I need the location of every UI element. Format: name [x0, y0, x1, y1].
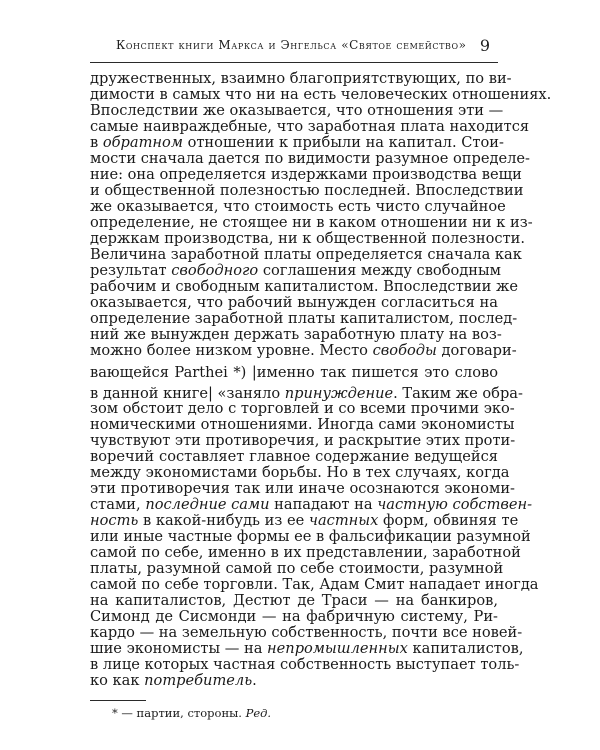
- text-line: [90, 464, 510, 481]
- text-run: на капиталистов, Дестют де Траси — на банкиров,: [90, 592, 498, 609]
- text-run: же оказывается, что стоимость есть чисто случайное: [90, 198, 506, 215]
- text-line: [90, 656, 520, 673]
- body-text: [90, 70, 552, 689]
- italic-run: свободы: [372, 342, 437, 359]
- text-line: [90, 528, 531, 545]
- text-run: кардо — на земельную собственность, почти все новей-: [90, 624, 523, 641]
- italic-run: частных: [308, 512, 379, 529]
- text-line: [90, 496, 533, 513]
- text-line: [90, 673, 498, 689]
- text-line: [90, 198, 506, 215]
- text-line: [90, 416, 515, 433]
- text-run: результат: [90, 262, 172, 279]
- text-run: номическими отношениями. Иногда сами экономисты: [90, 416, 515, 433]
- italic-run: непромышленных: [267, 640, 408, 657]
- text-run: договари-: [436, 342, 517, 359]
- text-line: [90, 609, 498, 625]
- header-rule: [90, 62, 498, 63]
- text-run: определение заработной платы капиталистом, послед-: [90, 310, 518, 327]
- text-line: [90, 560, 504, 577]
- text-run: в лице которых частная собственность выступает толь-: [90, 656, 520, 673]
- text-run: платы, разумной самой по себе стоимости, разумной: [90, 560, 504, 577]
- text-line: [90, 70, 512, 87]
- running-header: [116, 36, 490, 58]
- text-run: Симонд де Сисмонди — на фабричную систему, Ри-: [90, 608, 498, 625]
- running-title: Конспект книги Маркса и Энгельса «Святое семейство»: [116, 38, 467, 52]
- text-run: шие экономисты — на: [90, 640, 268, 657]
- text-run: .: [252, 672, 257, 689]
- text-run: определение, не стоящее ни в каком отношении ни к из-: [90, 214, 533, 231]
- text-run: в: [90, 134, 103, 151]
- text-run: капиталистов,: [407, 640, 524, 657]
- italic-run: обратном: [102, 134, 183, 151]
- text-line: [90, 295, 498, 311]
- italic-run: принуждение: [284, 385, 394, 402]
- text-run: мости сначала дается по видимости разумное определе-: [90, 150, 530, 167]
- text-run: Величина заработной платы определяется сначала как: [90, 246, 522, 263]
- italic-run: ность: [90, 512, 139, 529]
- text-line: [90, 102, 504, 119]
- text-run: самой по себе торговли. Так, Адам Смит нападает иногда: [90, 576, 539, 593]
- text-run: чувствуют эти противоречия, и раскрытие этих проти-: [90, 432, 516, 449]
- text-line: [90, 86, 552, 103]
- text-line: [90, 400, 515, 417]
- text-line: [90, 480, 515, 497]
- text-run: вающейся Parthei *) |именно так пишется это слово: [90, 364, 498, 381]
- text-run: в какой-нибудь из ее: [138, 512, 309, 529]
- italic-run: потребитель: [144, 672, 253, 689]
- text-line: [90, 432, 516, 449]
- text-line: [90, 449, 498, 465]
- text-line: [90, 134, 504, 151]
- text-line: [90, 380, 523, 402]
- footnote: [112, 706, 271, 720]
- text-run: самые наивраждебные, что заработная плата находится: [90, 118, 530, 135]
- text-run: ко как: [90, 672, 145, 689]
- text-run: нападают на: [269, 496, 378, 513]
- text-run: между экономистами борьбы. Но в тех случаях, когда: [90, 464, 510, 481]
- page-number: 9: [479, 36, 490, 55]
- text-run: рабочим и свободным капиталистом. Впоследствии же: [90, 278, 519, 295]
- text-run: или иные частные формы ее в фальсификации разумной: [90, 528, 531, 545]
- text-run: зом обстоит дело с торговлей и со всеми прочими эко-: [90, 400, 515, 417]
- text-run: в данной книге| «заняло: [90, 385, 285, 402]
- italic-run: частную собствен-: [377, 496, 533, 513]
- footnote-text: * — партии, стороны.: [112, 706, 242, 720]
- text-line: [90, 214, 533, 231]
- text-line: [90, 593, 498, 609]
- text-run: форм, обвиняя те: [378, 512, 519, 529]
- text-run: Впоследствии же оказывается, что отношения эти —: [90, 102, 504, 119]
- text-line: [90, 182, 524, 199]
- text-run: оказывается, что рабочий вынужден согласиться на: [90, 294, 498, 311]
- text-run: димости в самых что ни на есть человеческих отношениях.: [90, 86, 552, 103]
- text-run: . Таким же обра-: [393, 385, 523, 402]
- text-line: [90, 342, 517, 359]
- text-run: ние: она определяется издержками производства вещи: [90, 166, 522, 183]
- text-line: [90, 246, 522, 263]
- text-line: [90, 262, 501, 279]
- text-line: [90, 118, 530, 135]
- text-run: стами,: [90, 496, 146, 513]
- text-line: [90, 576, 539, 593]
- text-run: можно более низком уровне. Место: [90, 342, 373, 359]
- text-line: [90, 150, 530, 167]
- footnote-rule: [90, 700, 146, 701]
- text-line: [90, 359, 498, 380]
- text-run: держкам производства, ни к общественной полезности.: [90, 230, 526, 247]
- text-line: [90, 326, 502, 343]
- text-run: самой по себе, именно в их представлении, заработной: [90, 544, 521, 561]
- text-run: и общественной полезностью последней. Впоследствии: [90, 182, 524, 199]
- text-line: [90, 624, 523, 641]
- text-run: эти противоречия так или иначе осознаются экономи-: [90, 480, 515, 497]
- text-line: [90, 512, 519, 529]
- text-run: отношении к прибыли на капитал. Стои-: [182, 134, 504, 151]
- text-run: дружественных, взаимно благоприятствующих, по ви-: [90, 70, 512, 87]
- italic-run: последние сами: [145, 496, 270, 513]
- text-line: [90, 278, 519, 295]
- text-line: [90, 640, 524, 657]
- text-line: [90, 230, 526, 247]
- footnote-editor-mark: Ред.: [245, 706, 272, 720]
- text-run: воречий составляет главное содержание ведущейся: [90, 448, 498, 465]
- text-line: [90, 310, 518, 327]
- text-line: [90, 166, 522, 183]
- italic-run: свободного: [171, 262, 259, 279]
- text-run: соглашения между свободным: [258, 262, 501, 279]
- text-line: [90, 544, 521, 561]
- text-run: ний же вынужден держать заработную плату на воз-: [90, 326, 502, 343]
